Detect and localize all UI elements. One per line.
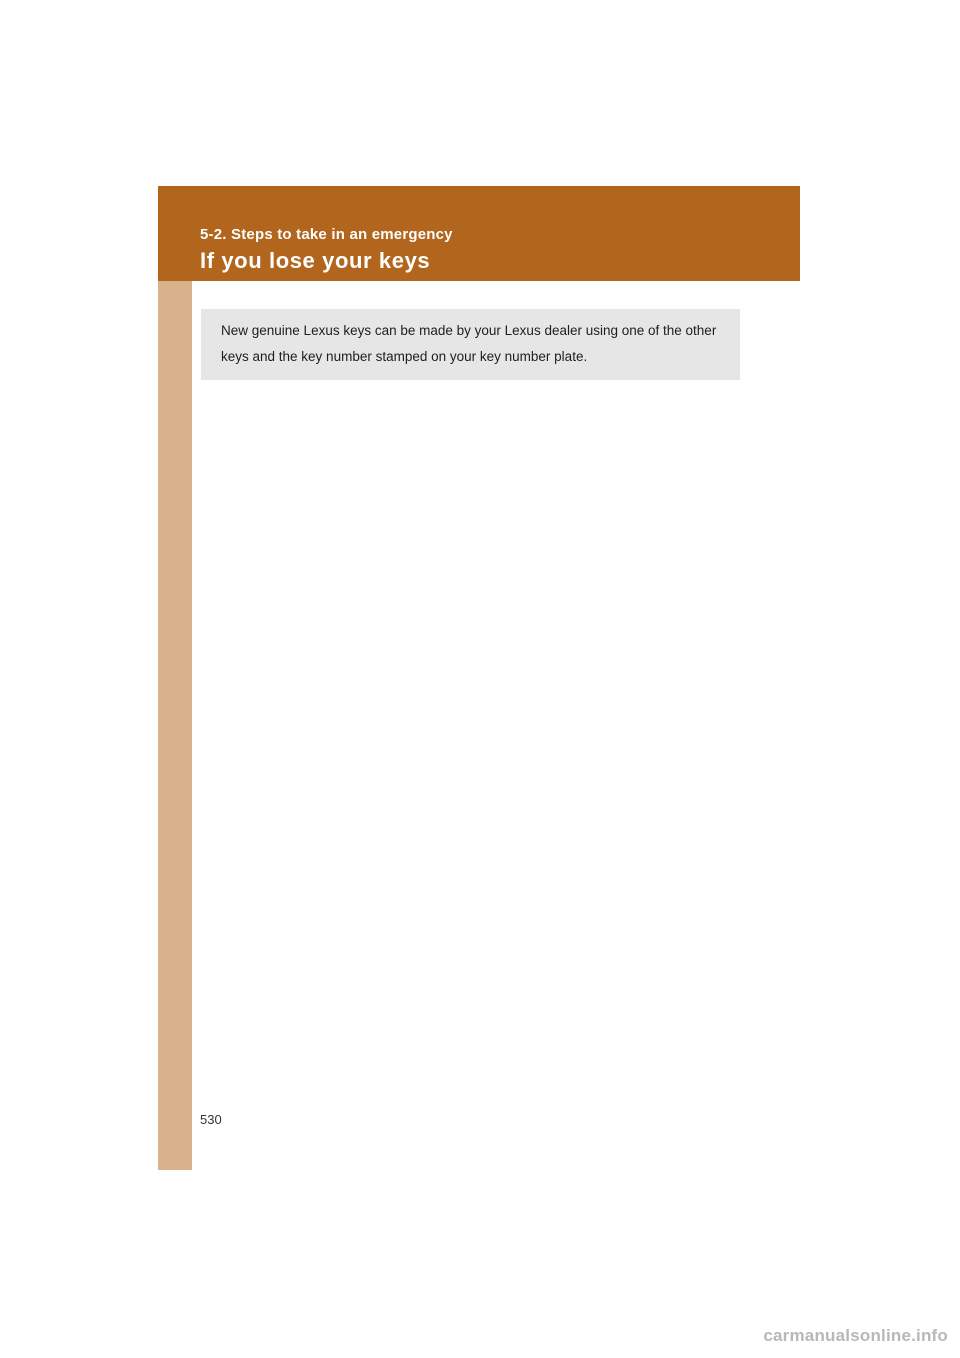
header-band — [158, 186, 800, 281]
section-label: 5-2. Steps to take in an emergency — [200, 226, 453, 243]
page-number: 530 — [200, 1112, 222, 1127]
side-margin-strip — [158, 281, 192, 1170]
info-text: New genuine Lexus keys can be made by your Lexus dealer using one of the other keys and the key number stamped on your key number plate. — [221, 323, 717, 364]
watermark: carmanualsonline.info — [763, 1326, 948, 1345]
page-title: If you lose your keys — [200, 248, 431, 273]
info-box — [201, 309, 740, 380]
